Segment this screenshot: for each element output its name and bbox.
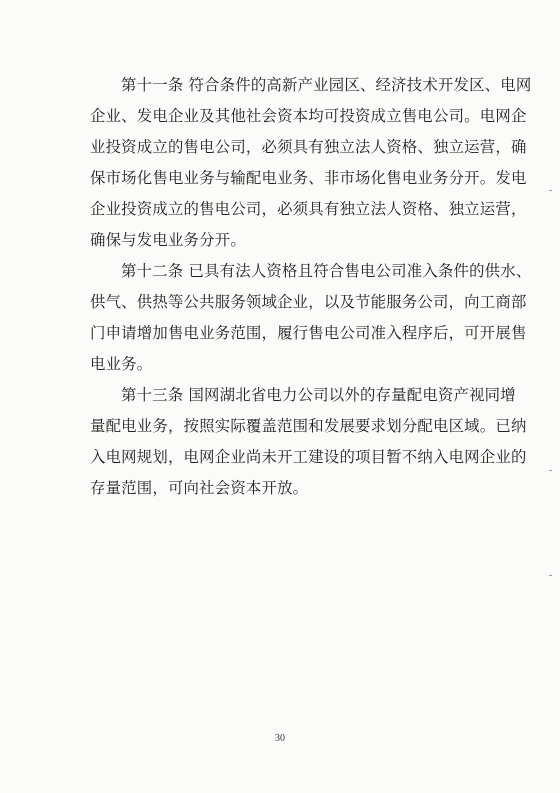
scan-edge-mark [549,470,552,471]
article-12-line-2: 供气、供热等公共服务领域企业，以及节能服务公司，向工商部 [90,293,527,311]
article-13 [90,380,527,504]
article-11-line-3: 业投资成立的售电公司，必须具有独立法人资格、独立运营，确 [90,138,527,156]
article-12-line-3: 门申请增加售电业务范围，履行售电公司准入程序后，可开展售 [90,324,527,342]
article-13-line-1: 第十三条 国网湖北省电力公司以外的存量配电资产视同增 [121,386,516,404]
article-12-line-1: 第十二条 已具有法人资格且符合售电公司准入条件的供水、 [121,262,532,280]
article-11-line-1: 第十一条 符合条件的高新产业园区、经济技术开发区、电网 [121,76,532,94]
article-13-line-3: 入电网规划，电网企业尚未开工建设的项目暂不纳入电网企业的 [90,448,527,466]
article-11-line-6: 确保与发电业务分开。 [90,231,246,249]
article-13-line-4: 存量范围，可向社会资本开放。 [90,479,309,497]
article-13-line-2: 量配电业务，按照实际覆盖范围和发展要求划分配电区域。已纳 [90,417,527,435]
document-body [90,70,532,504]
article-11-line-2: 企业、发电企业及其他社会资本均可投资成立售电公司。电网企 [90,107,527,125]
scan-edge-mark [549,575,552,576]
article-11-line-5: 企业投资成立的售电公司，必须具有独立法人资格、独立运营， [90,200,527,218]
article-12-line-4: 电业务。 [90,355,153,373]
article-11 [90,70,532,256]
scan-edge-mark [549,190,552,191]
article-12 [90,256,532,380]
page-number: 30 [275,733,285,744]
article-11-line-4: 保市场化售电业务与输配电业务、非市场化售电业务分开。发电 [90,169,527,187]
